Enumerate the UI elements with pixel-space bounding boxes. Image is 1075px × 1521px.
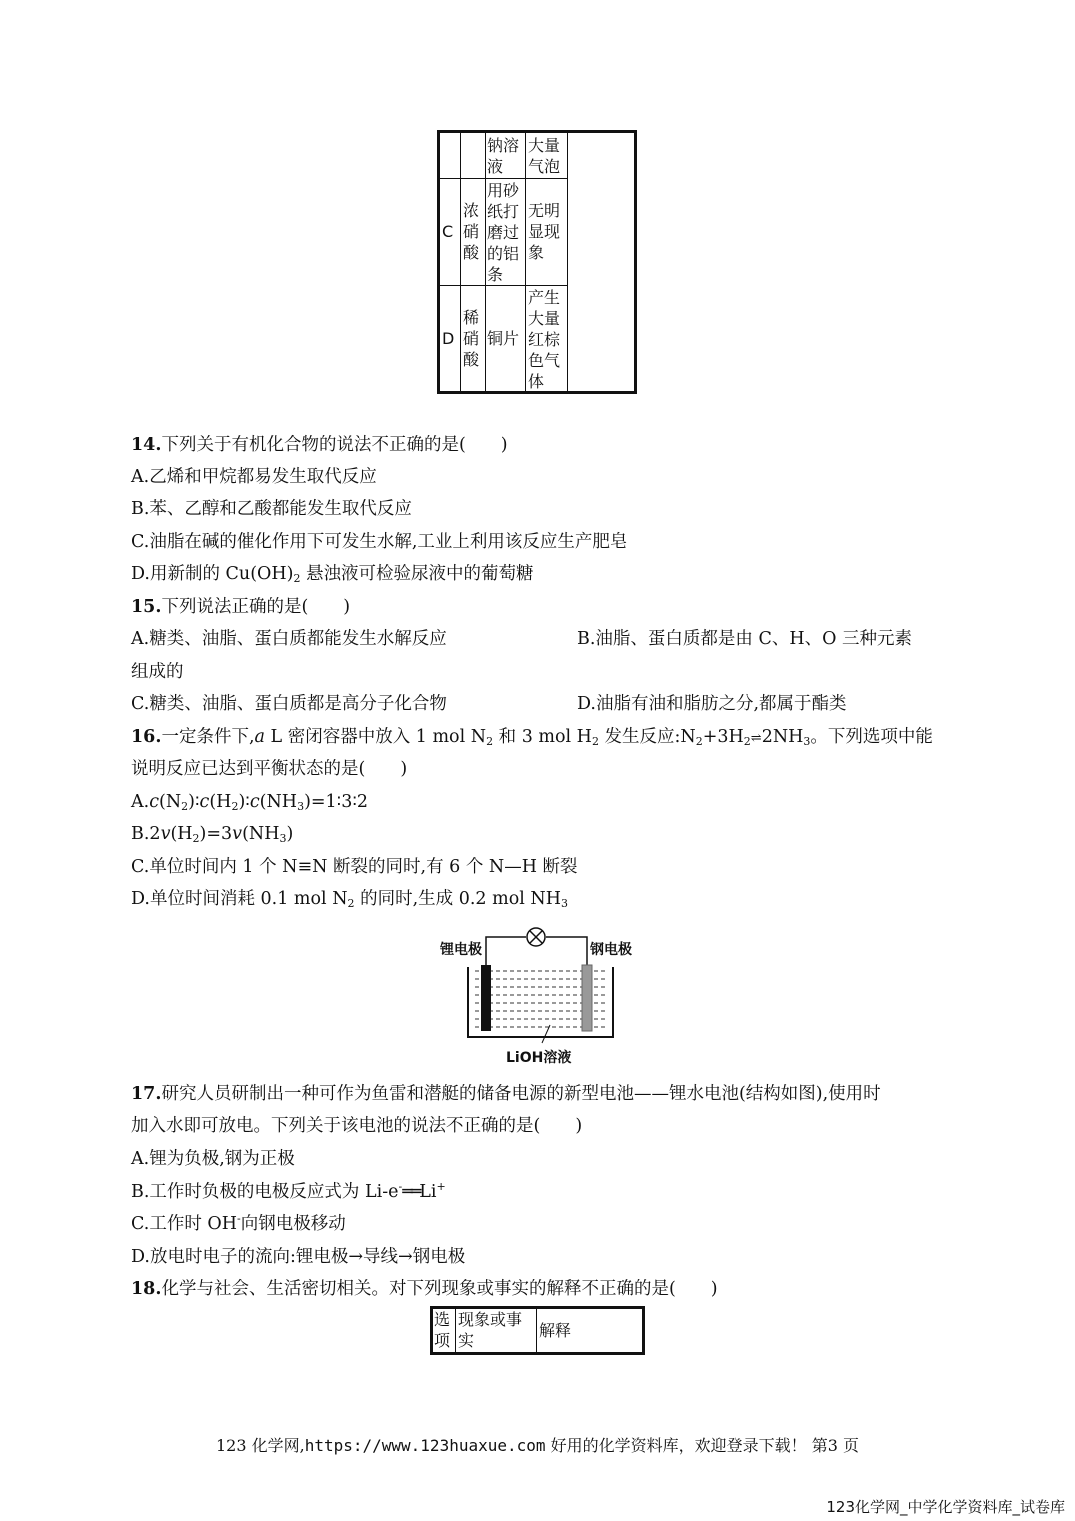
steel-electrode: [582, 965, 592, 1031]
table-cell-metal: 铜片: [487, 329, 520, 348]
lithium-electrode: [481, 965, 491, 1031]
option-b: $B.2v(H_2)=3v(NH_3)$: [131, 824, 294, 845]
watermark: 123化学网_中学化学资料库_试卷库: [826, 1498, 1065, 1516]
table-grid-line: [536, 1308, 537, 1353]
table-grid-line: [455, 1308, 456, 1353]
table-header-option: 选 项: [434, 1310, 451, 1350]
option-a: $A.c(N_2)∶c(H_2)∶c(NH_3)=1∶3∶2$: [131, 792, 369, 813]
option-d: D.用新制的 $Cu(OH)_2$ 悬浊液可检验尿液中的葡萄糖: [131, 564, 534, 585]
option-b: B.油脂、蛋白质都是由 C、H、O 三种元素: [577, 629, 913, 649]
lamp-icon: [527, 928, 545, 946]
question-15-stem: 15.下列说法正确的是( ): [131, 597, 351, 617]
lithium-electrode-label: 锂电极: [440, 942, 482, 958]
table-cell-acid: 浓 硝 酸: [463, 201, 480, 262]
option-b-continued: 组成的: [131, 662, 184, 682]
question-17-stem-cont: 加入水即可放电。下列关于该电池的说法不正确的是( ): [131, 1116, 583, 1136]
question-17-stem: 17.研究人员研制出一种可作为鱼雷和潜艇的储备电源的新型电池——锂水电池(结构如图),使用时: [131, 1084, 881, 1104]
option-c: C.糖类、油脂、蛋白质都是高分子化合物: [131, 694, 447, 714]
table-cell-reagent: 钠溶 液: [487, 136, 520, 176]
question-14-stem: 14.下列关于有机化合物的说法不正确的是( ): [131, 435, 508, 455]
table-cell-option-d: D: [442, 329, 455, 348]
table-cell-acid: 稀 硝 酸: [463, 308, 480, 369]
option-a: A.锂为负极,钢为正极: [131, 1149, 295, 1169]
table-grid-line: [567, 132, 568, 391]
footer-url[interactable]: https://www.123huaxue.com: [304, 1436, 546, 1455]
option-c: C.单位时间内 1 个 N≡N 断裂的同时,有 6 个 N—H 断裂: [131, 857, 578, 877]
table-cell-metal: 用砂 纸打 磨过 的铝 条: [487, 181, 520, 284]
option-c: C.油脂在碱的催化作用下可发生水解,工业上利用该反应生产肥皂: [131, 532, 628, 552]
table-cell-result: 无明 显现 象: [528, 201, 561, 262]
table-cell-result: 产生 大量 红棕 色气 体: [528, 288, 561, 391]
option-d: D.油脂有油和脂肪之分,都属于酯类: [577, 694, 847, 714]
solution-label: LiOH溶液: [506, 1050, 572, 1066]
option-a: A.乙烯和甲烷都易发生取代反应: [131, 467, 377, 487]
question-16-stem-cont: 说明反应已达到平衡状态的是( ): [131, 759, 408, 779]
table-cell-option-c: C: [442, 222, 454, 241]
option-d: D.单位时间消耗 0.1 mol $N_2$ 的同时,生成 0.2 mol $NH_3$: [131, 889, 568, 910]
question-16-stem: 16.一定条件下,a L 密闭容器中放入 1 mol $N_2$ 和 3 mol $H_2$ 发生反应$:N_2+3H_2\rightleftharpoons 2NH_3$。下列选项中能: [131, 727, 933, 748]
table-grid-line: [440, 285, 568, 286]
option-d: D.放电时电子的流向:锂电极→导线→钢电极: [131, 1247, 466, 1267]
question-18-stem: 18.化学与社会、生活密切相关。对下列现象或事实的解释不正确的是( ): [131, 1279, 718, 1299]
table-cell-result: 大量 气泡: [528, 136, 561, 176]
table-grid-line: [485, 132, 486, 391]
option-b: B.苯、乙醇和乙酸都能发生取代反应: [131, 499, 412, 519]
table-grid-line: [440, 178, 568, 179]
option-c: C.工作时 OH-向钢电极移动: [131, 1212, 346, 1234]
option-b: B.工作时负极的电极反应式为 Li-e-══Li+: [131, 1180, 446, 1202]
table-grid-line: [460, 132, 461, 391]
table-header-phenomenon: 现象或事 实: [458, 1310, 523, 1350]
table-header-explanation: 解释: [539, 1321, 572, 1340]
page-footer: 123 化学网,https://www.123huaxue.com 好用的化学资料库，欢迎登录下载！ 第3 页: [215, 1436, 859, 1455]
page-number: 第3 页: [811, 1436, 859, 1455]
table-grid-line: [525, 132, 526, 391]
steel-electrode-label: 钢电极: [590, 942, 632, 958]
option-a: A.糖类、油脂、蛋白质都能发生水解反应: [131, 629, 447, 649]
